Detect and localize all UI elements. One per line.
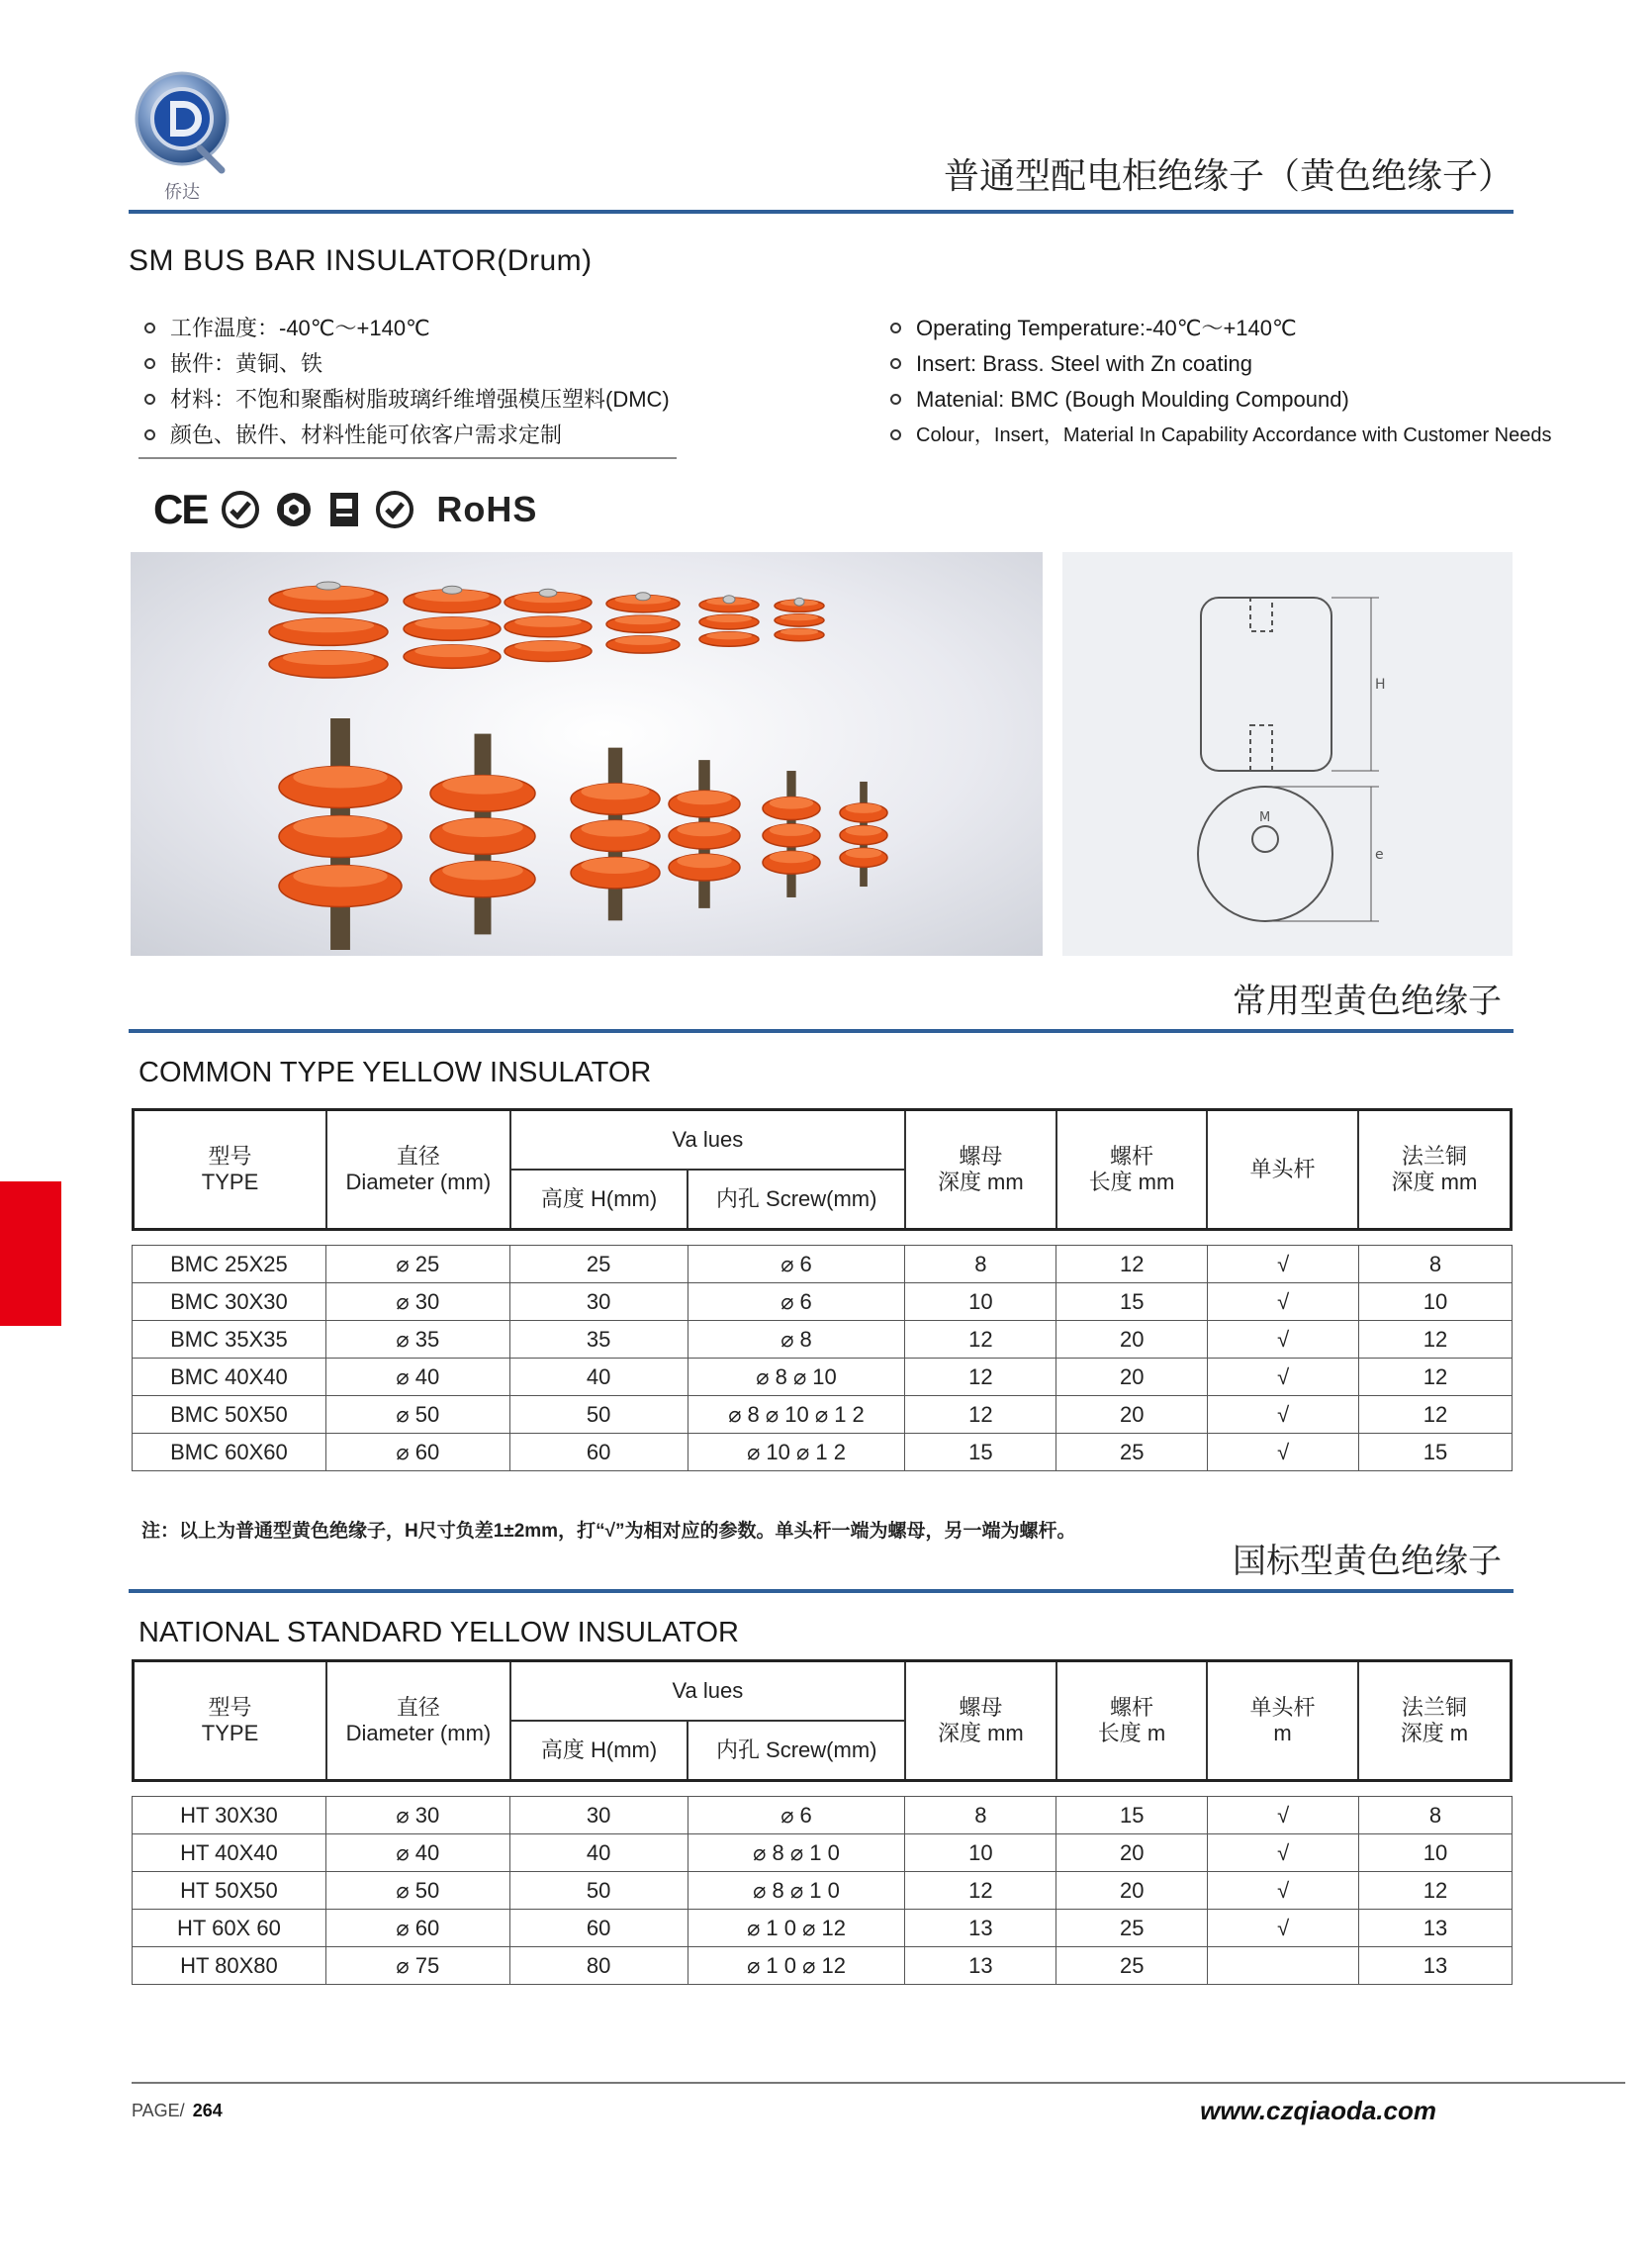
table-cell: 60 <box>509 1910 688 1947</box>
table-row <box>133 1246 1513 1283</box>
table-cell: 13 <box>905 1910 1056 1947</box>
website-link[interactable]: www.czqiaoda.com <box>1200 2096 1436 2125</box>
table-cell: 15 <box>1056 1797 1208 1834</box>
table-cell: 30 <box>509 1797 688 1834</box>
table-row <box>133 1359 1513 1396</box>
certification-bar <box>153 485 537 534</box>
table-cell: √ <box>1208 1246 1359 1283</box>
table-cell: ⌀ 25 <box>325 1246 509 1283</box>
table-cell: 20 <box>1056 1359 1208 1396</box>
national-section-title-en: NATIONAL STANDARD YELLOW INSULATOR <box>138 1617 739 1648</box>
table-cell: 8 <box>1359 1246 1513 1283</box>
spec-list-en <box>888 311 1552 453</box>
table-row <box>133 1910 1513 1947</box>
page-number: PAGE/ 264 <box>132 2101 223 2120</box>
header-divider <box>129 210 1514 214</box>
common-table-header <box>132 1108 1513 1231</box>
table-cell: ⌀ 6 <box>688 1283 905 1321</box>
spec-item: 嵌件：黄铜、铁 <box>142 346 670 382</box>
sgs-icon <box>375 490 414 529</box>
table-cell: HT 50X50 <box>133 1872 326 1910</box>
insulator-9 <box>669 760 740 908</box>
table-cell: ⌀ 1 0 ⌀ 12 <box>688 1947 905 1985</box>
table-row <box>133 1834 1513 1872</box>
table-cell: √ <box>1208 1834 1359 1872</box>
insulator-5 <box>775 598 824 641</box>
product-title: SM BUS BAR INSULATOR(Drum) <box>129 244 593 277</box>
common-table-body <box>132 1245 1513 1471</box>
table-row <box>133 1396 1513 1434</box>
table-row <box>133 1872 1513 1910</box>
insulator-1 <box>404 586 501 668</box>
ccc-icon <box>221 490 260 529</box>
header-height: 高度 H(mm) <box>510 1721 688 1781</box>
table-cell: ⌀ 60 <box>325 1910 509 1947</box>
insulator-6 <box>279 718 402 950</box>
table-cell: ⌀ 6 <box>688 1797 905 1834</box>
header-screw: 内孔 Screw(mm) <box>688 1721 905 1781</box>
footer-divider <box>132 2082 1625 2084</box>
table-cell: √ <box>1208 1283 1359 1321</box>
table-cell: 15 <box>905 1434 1056 1471</box>
header-bolt: 螺杆 长度 m <box>1056 1661 1208 1781</box>
header-type: 型号 TYPE <box>134 1661 327 1781</box>
table-cell: BMC 40X40 <box>133 1359 326 1396</box>
table-cell: √ <box>1208 1434 1359 1471</box>
table-cell: BMC 50X50 <box>133 1396 326 1434</box>
header-single: 单头杆 m <box>1207 1661 1358 1781</box>
height-label: H <box>1375 677 1386 693</box>
table-cell: 8 <box>905 1797 1056 1834</box>
table-cell: HT 30X30 <box>133 1797 326 1834</box>
table-note: 注：以上为普通型黄色绝缘子，H尺寸负差1±2mm，打“√”为相对应的参数。单头杆一端为螺母，另一端为螺杆。 <box>141 1521 1076 1542</box>
table-cell: 12 <box>1359 1321 1513 1359</box>
table-cell: 25 <box>1056 1434 1208 1471</box>
table-cell: 20 <box>1056 1321 1208 1359</box>
table-cell: 10 <box>1359 1283 1513 1321</box>
table-cell: √ <box>1208 1872 1359 1910</box>
company-logo <box>131 61 239 210</box>
spec-item: 材料：不饱和聚酯树脂玻璃纤维增强模压塑料(DMC) <box>142 382 670 418</box>
table-cell: ⌀ 1 0 ⌀ 12 <box>688 1910 905 1947</box>
table-cell: 12 <box>905 1872 1056 1910</box>
table-cell: 20 <box>1056 1396 1208 1434</box>
table-cell: BMC 25X25 <box>133 1246 326 1283</box>
table-cell: ⌀ 40 <box>325 1359 509 1396</box>
spec-item: Insert: Brass. Steel with Zn coating <box>888 346 1552 382</box>
table-cell: √ <box>1208 1359 1359 1396</box>
table-cell: 40 <box>509 1359 688 1396</box>
table-cell: 15 <box>1056 1283 1208 1321</box>
svg-text:侨达: 侨达 <box>164 182 200 203</box>
table-cell: 12 <box>905 1321 1056 1359</box>
insulator-7 <box>430 734 535 935</box>
table-cell: ⌀ 75 <box>325 1947 509 1985</box>
table-cell: 20 <box>1056 1834 1208 1872</box>
table-cell: √ <box>1208 1797 1359 1834</box>
table-cell: 40 <box>509 1834 688 1872</box>
header-nut: 螺母 深度 mm <box>905 1661 1056 1781</box>
insulator-3 <box>606 593 680 653</box>
table-cell: 8 <box>1359 1797 1513 1834</box>
table-cell: √ <box>1208 1321 1359 1359</box>
national-table-header <box>132 1659 1513 1782</box>
header-type: 型号 TYPE <box>134 1110 327 1230</box>
table-cell: 12 <box>905 1359 1056 1396</box>
spec-item: Matenial: BMC (Bough Moulding Compound) <box>888 382 1552 418</box>
table-cell: BMC 60X60 <box>133 1434 326 1471</box>
table-cell: √ <box>1208 1910 1359 1947</box>
header-flange: 法兰铜 深度 mm <box>1358 1110 1512 1230</box>
table-cell: ⌀ 50 <box>325 1396 509 1434</box>
insulator-4 <box>699 596 759 646</box>
table-cell: BMC 35X35 <box>133 1321 326 1359</box>
table-cell: 30 <box>509 1283 688 1321</box>
header-screw: 内孔 Screw(mm) <box>688 1170 905 1230</box>
product-photo <box>131 552 1043 956</box>
table-cell: 12 <box>1359 1359 1513 1396</box>
table-cell: 10 <box>905 1283 1056 1321</box>
table-cell: 12 <box>1056 1246 1208 1283</box>
table-cell: ⌀ 6 <box>688 1246 905 1283</box>
header-values: Va lues <box>510 1661 905 1721</box>
header-diameter: 直径 Diameter (mm) <box>326 1110 510 1230</box>
header-values: Va lues <box>510 1110 905 1170</box>
page-title: 普通型配电柜绝缘子（黄色绝缘子） <box>943 155 1514 196</box>
table-cell: HT 60X 60 <box>133 1910 326 1947</box>
table-row <box>133 1434 1513 1471</box>
common-section-title-en: COMMON TYPE YELLOW INSULATOR <box>138 1057 652 1088</box>
insulator-0 <box>269 582 388 678</box>
table-cell: 25 <box>1056 1947 1208 1985</box>
header-nut: 螺母 深度 mm <box>905 1110 1056 1230</box>
insulator-10 <box>763 771 820 897</box>
ce-mark: CE <box>153 486 208 532</box>
table-cell: 13 <box>1359 1910 1513 1947</box>
thread-label: M <box>1259 810 1271 825</box>
table-cell: ⌀ 8 ⌀ 1 0 <box>688 1872 905 1910</box>
spec-item: Operating Temperature:-40℃～+140℃ <box>888 311 1552 346</box>
spec-item: 工作温度：-40℃～+140℃ <box>142 311 670 346</box>
table-cell: 50 <box>509 1396 688 1434</box>
table-cell: ⌀ 35 <box>325 1321 509 1359</box>
table-cell: 10 <box>1359 1834 1513 1872</box>
table-cell: √ <box>1208 1396 1359 1434</box>
table-cell: 60 <box>509 1434 688 1471</box>
national-divider <box>129 1589 1514 1593</box>
table-row <box>133 1321 1513 1359</box>
table-cell: ⌀ 8 <box>688 1321 905 1359</box>
table-row <box>133 1947 1513 1985</box>
table-cell: ⌀ 8 ⌀ 10 ⌀ 1 2 <box>688 1396 905 1434</box>
spec-item: 颜色、嵌件、材料性能可依客户需求定制 <box>142 418 670 453</box>
national-section-title-cn: 国标型黄色绝缘子 <box>1233 1543 1502 1580</box>
spec-item: Colour，Insert，Material In Capability Accordance with Customer Needs <box>888 418 1552 453</box>
table-cell: ⌀ 8 ⌀ 10 <box>688 1359 905 1396</box>
table-cell: ⌀ 40 <box>325 1834 509 1872</box>
header-flange: 法兰铜 深度 m <box>1358 1661 1512 1781</box>
quality-seal-icon <box>274 490 314 529</box>
table-cell: ⌀ 8 ⌀ 1 0 <box>688 1834 905 1872</box>
table-cell: ⌀ 30 <box>325 1797 509 1834</box>
header-diameter: 直径 Diameter (mm) <box>326 1661 510 1781</box>
spec-list-cn <box>142 311 670 453</box>
table-cell: 13 <box>905 1947 1056 1985</box>
insulator-11 <box>840 782 887 887</box>
side-tab <box>0 1181 61 1326</box>
iso-badge-icon <box>327 490 361 529</box>
table-cell: HT 80X80 <box>133 1947 326 1985</box>
technical-drawing <box>1062 552 1513 956</box>
table-cell: HT 40X40 <box>133 1834 326 1872</box>
table-cell: 50 <box>509 1872 688 1910</box>
table-cell: 12 <box>1359 1396 1513 1434</box>
table-cell: 13 <box>1359 1947 1513 1985</box>
table-cell: 12 <box>905 1396 1056 1434</box>
header-bolt: 螺杆 长度 mm <box>1056 1110 1208 1230</box>
insulator-2 <box>505 589 592 661</box>
table-row <box>133 1283 1513 1321</box>
insulator-8 <box>571 748 660 921</box>
table-cell: 80 <box>509 1947 688 1985</box>
table-row <box>133 1797 1513 1834</box>
table-cell: ⌀ 50 <box>325 1872 509 1910</box>
table-cell: 12 <box>1359 1872 1513 1910</box>
spec-divider <box>138 457 677 459</box>
table-cell: ⌀ 60 <box>325 1434 509 1471</box>
common-section-title-cn: 常用型黄色绝缘子 <box>1233 983 1502 1020</box>
header-single: 单头杆 <box>1207 1110 1358 1230</box>
header-height: 高度 H(mm) <box>510 1170 688 1230</box>
table-cell: 20 <box>1056 1872 1208 1910</box>
table-cell: BMC 30X30 <box>133 1283 326 1321</box>
table-cell: 8 <box>905 1246 1056 1283</box>
rohs-mark: RoHS <box>436 489 538 529</box>
national-table-body <box>132 1796 1513 1985</box>
table-cell: 25 <box>509 1246 688 1283</box>
table-cell: 15 <box>1359 1434 1513 1471</box>
diameter-label: e <box>1375 847 1384 863</box>
table-cell: 10 <box>905 1834 1056 1872</box>
table-cell: ⌀ 10 ⌀ 1 2 <box>688 1434 905 1471</box>
table-cell: ⌀ 30 <box>325 1283 509 1321</box>
common-divider <box>129 1029 1514 1033</box>
table-cell: 35 <box>509 1321 688 1359</box>
table-cell <box>1208 1947 1359 1985</box>
table-cell: 25 <box>1056 1910 1208 1947</box>
